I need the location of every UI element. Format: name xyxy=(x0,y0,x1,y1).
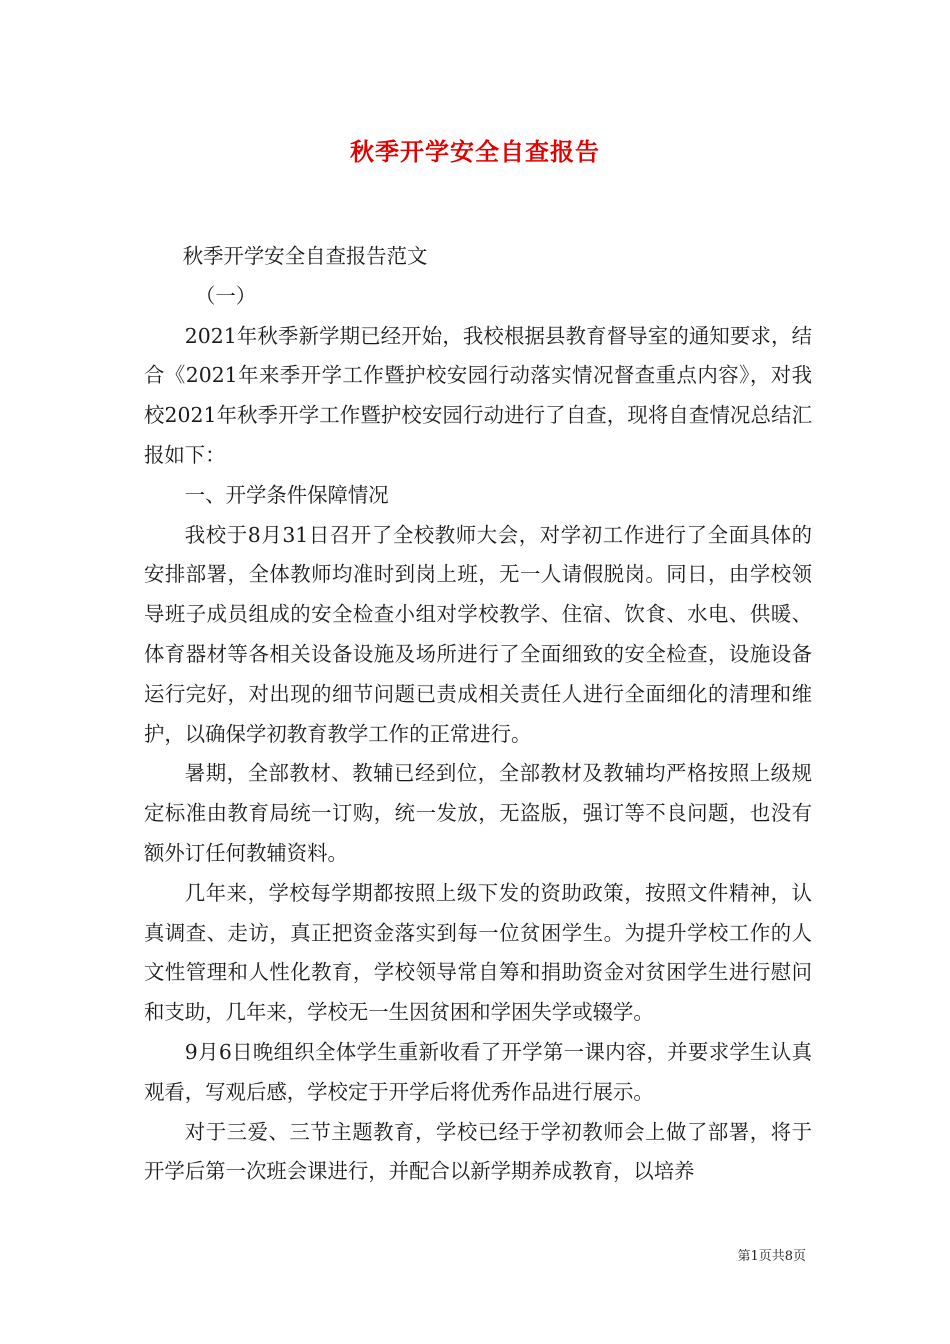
section-number: （一） xyxy=(195,283,257,308)
document-subtitle: 秋季开学安全自查报告范文 xyxy=(182,244,428,268)
paragraph: 对于三爱、三节主题教育，学校已经于学初教师会上做了部署，将于开学后第一次班会课进行，并配合以新学期养成教育，以培养 xyxy=(144,1119,812,1184)
paragraph: 我校于8月31日召开了全校教师大会，对学初工作进行了全面具体的安排部署，全体教师均准时到岗上班，无一人请假脱岗。同日，由学校领导班子成员组成的安全检查小组对学校教学、住宿、饮食、水电、供暖、体育器材等各相关设备设施及场所进行了全面细致的安全检查，设施设备运行完好，对出现的细节问题已责成相关责任人进行全面细化的清理和维护，以确保学初教育教学工作的正常进行。 xyxy=(144,522,812,746)
paragraph-intro: 2021年秋季新学期已经开始，我校根据县教育督导室的通知要求，结合《2021年来季开学工作暨护校安园行动落实情况督查重点内容》，对我校2021年秋季开学工作暨护校安园行动进行了自查，现将自查情况总结汇报如下： xyxy=(144,323,812,467)
paragraph: 暑期，全部教材、教辅已经到位，全部教材及教辅均严格按照上级规定标准由教育局统一订购，统一发放，无盗版，强订等不良问题，也没有额外订任何教辅资料。 xyxy=(144,761,812,865)
page-number-indicator: 第1页共8页 xyxy=(737,1249,806,1264)
section-heading: 一、开学条件保障情况 xyxy=(184,482,389,507)
paragraph: 9月6日晚组织全体学生重新收看了开学第一课内容，并要求学生认真观看，写观后感，学校定于开学后将优秀作品进行展示。 xyxy=(144,1039,812,1104)
document-body xyxy=(144,237,812,1192)
document-title: 秋季开学安全自查报告 xyxy=(350,137,600,166)
paragraph: 几年来，学校每学期都按照上级下发的资助政策，按照文件精神，认真调查、走访，真正把资金落实到每一位贫困学生。为提升学校工作的人文性管理和人性化教育，学校领导常自筹和捐助资金对贫困学生进行慰问和支助，几年来，学校无一生因贫困和学困失学或辍学。 xyxy=(144,880,812,1025)
